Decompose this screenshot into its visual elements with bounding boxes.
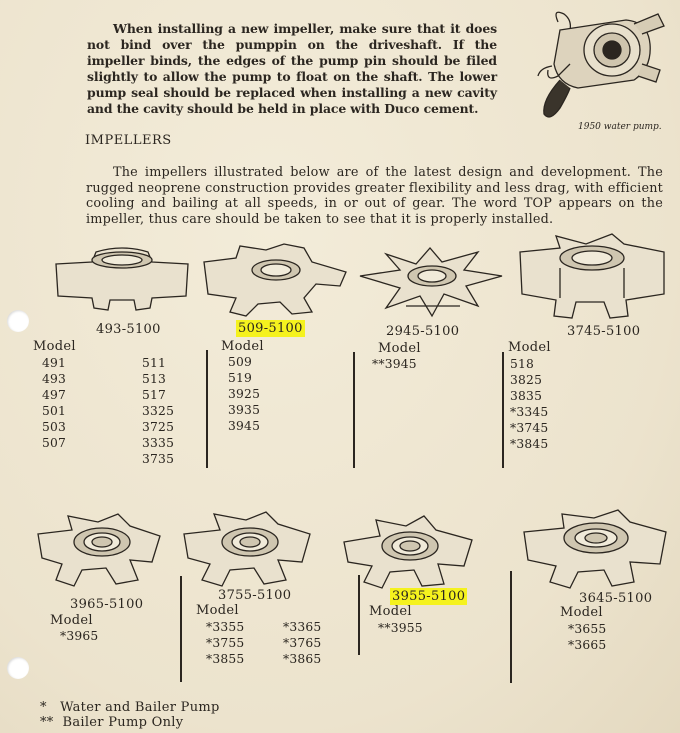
highlight-marker: 509-5100 [238,321,303,336]
model-number: 519 [228,371,253,385]
part-number: 2945-5100 [386,324,460,339]
impeller-illustration [356,246,506,322]
highlight-marker: 3955-5100 [392,589,466,604]
impeller-illustration [200,242,350,320]
model-number: *3665 [568,638,607,652]
model-number: 3945 [228,419,261,433]
model-number: **3945 [372,357,417,371]
model-number: 3925 [228,387,261,401]
description-paragraph: The impellers illustrated below are of the latest design and development. The rugged neoprene construction provides greater flexibility and less drag, with efficient cooling and bailing at all speeds, in or out of gear. The word TOP appears on the impeller, thus care should be taken to see that it is properly installed. [86,165,663,227]
model-number: *3655 [568,622,607,636]
model-number: 491 [42,356,67,370]
model-label: Model [196,603,239,618]
part-number: 3965-5100 [70,597,144,612]
model-number: 3735 [142,452,175,466]
model-number: 3325 [142,404,175,418]
part-number: 3745-5100 [567,324,641,339]
model-number: 518 [510,357,535,371]
impeller-illustration [34,510,164,590]
model-number: *3965 [60,629,99,643]
column-divider [353,352,355,468]
impeller-illustration [52,246,192,318]
model-number: *3755 [206,636,245,650]
model-number: *3365 [283,620,322,634]
punch-hole [7,657,29,679]
model-number: *3845 [510,437,549,451]
model-label: Model [560,605,603,620]
part-number: 3645-5100 [579,591,653,606]
model-number: 3935 [228,403,261,417]
column-divider [502,352,504,468]
section-heading: IMPELLERS [85,133,172,148]
model-list [378,620,423,636]
model-label: Model [50,613,93,628]
model-list [510,356,548,452]
impeller-illustration [180,508,314,590]
intro-paragraph: When installing a new impeller, make sure that it does not bind over the pumppin on the driveshaft. If the impeller binds, the edges of the pump pin should be filed slightly to allow the pump to float on the shaft. The lower pump seal should be replaced when installing a new cavity and the cavity should be held in place with Duco cement. [87,21,497,116]
model-list [228,354,260,434]
impeller-illustration [520,508,670,590]
model-list [372,356,417,372]
model-number: *3855 [206,652,245,666]
model-number: *3865 [283,652,322,666]
model-number: 493 [42,372,67,386]
part-number-highlighted [390,589,467,604]
model-list [142,355,174,467]
impeller-illustration [340,512,476,590]
model-number: 3835 [510,389,543,403]
model-number: 503 [42,420,67,434]
model-number: 497 [42,388,67,402]
column-divider [510,571,512,683]
model-label: Model [221,339,264,354]
model-number: *3345 [510,405,549,419]
water-pump-illustration [530,4,675,129]
model-list [42,355,66,451]
column-divider [358,575,360,655]
part-number: 493-5100 [96,322,161,337]
model-number: 511 [142,356,167,370]
model-label: Model [508,340,551,355]
figure-caption: 1950 water pump. [578,122,662,132]
model-label: Model [33,339,76,354]
model-number: 3825 [510,373,543,387]
model-number: 3335 [142,436,175,450]
model-number: 513 [142,372,167,386]
model-number: 509 [228,355,253,369]
legend-item: ** Bailer Pump Only [40,715,184,730]
model-list [568,621,606,653]
model-list [206,619,244,667]
part-number: 3755-5100 [218,588,292,603]
model-number: *3745 [510,421,549,435]
model-number: **3955 [378,621,423,635]
model-number: 507 [42,436,67,450]
legend-item: * Water and Bailer Pump [40,700,220,715]
model-list [60,628,98,644]
column-divider [180,576,182,682]
part-number-highlighted [236,321,305,336]
model-number: *3765 [283,636,322,650]
model-number: 501 [42,404,67,418]
model-label: Model [369,604,412,619]
model-label: Model [378,341,421,356]
punch-hole [7,310,29,332]
model-number: 3725 [142,420,175,434]
column-divider [206,350,208,468]
impeller-illustration [516,232,668,322]
model-number: *3355 [206,620,245,634]
model-number: 517 [142,388,167,402]
model-list [283,619,321,667]
